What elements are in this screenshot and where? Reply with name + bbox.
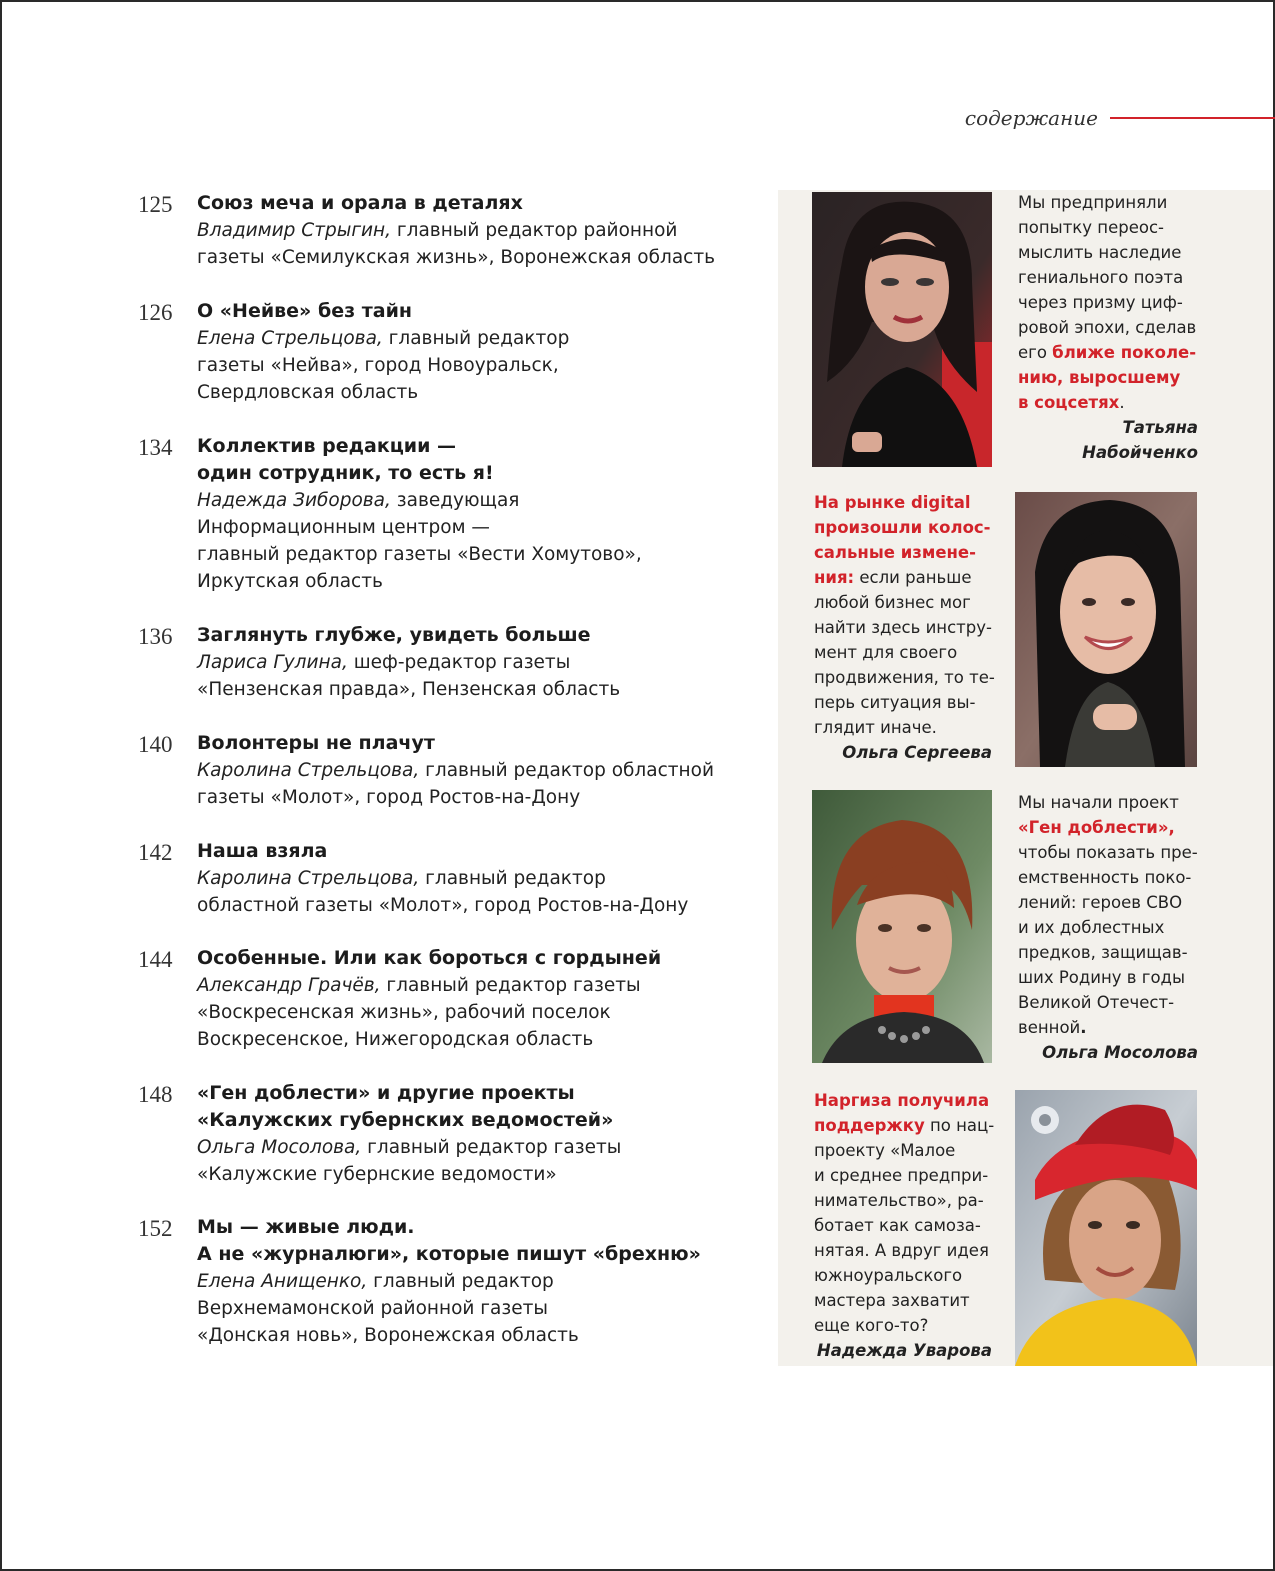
- toc-page-number: 152: [138, 1216, 173, 1241]
- quote-line: [1018, 815, 1198, 840]
- quote-line: [814, 490, 992, 515]
- quote-highlight: На рынке digital: [814, 493, 971, 512]
- quote-line: лений: героев СВО: [1018, 893, 1183, 912]
- toc-description: [197, 649, 757, 703]
- quote-line: еще кого-то?: [814, 1316, 929, 1335]
- quote-line: венной.: [1018, 1018, 1087, 1037]
- toc-title: Коллектив редакции — один сотрудник, то есть я!: [197, 435, 494, 484]
- quote-line: продвижения, то те-: [814, 668, 995, 687]
- toc-author-role: главный редактор районной газеты «Семилукская жизнь», Воронежская область: [197, 220, 716, 268]
- quote-line: Мы начали проект: [1018, 793, 1179, 812]
- portrait-photo-1: [812, 192, 992, 467]
- toc-author: Елена Стрельцова,: [197, 328, 383, 349]
- quote-highlight: поддержку: [814, 1116, 925, 1135]
- toc-author-role: шеф-редактор газеты «Пензенская правда», Пензенская область: [197, 652, 621, 700]
- toc-page-number: 140: [138, 732, 173, 757]
- toc-page-number: 136: [138, 624, 173, 649]
- toc-author-role: главный редактор областной газеты «Молот», город Ростов-на-Дону: [197, 868, 689, 916]
- toc-description: [197, 757, 757, 811]
- quote-author: Ольга Сергеева: [842, 743, 992, 762]
- quote-line: Мы предприняли: [1018, 193, 1168, 212]
- toc-author: Каролина Стрельцова,: [197, 868, 420, 889]
- quote-line: найти здесь инстру-: [814, 618, 992, 637]
- quote-line: предков, защищав-: [1018, 943, 1188, 962]
- toc-description: [197, 487, 757, 595]
- toc-author-role: главный редактор газеты «Воскресенская жизнь», рабочий поселок Воскресенское, Нижегородская область: [197, 975, 641, 1050]
- quote-line: нятая. А вдруг идея: [814, 1241, 989, 1260]
- toc-title: «Ген доблести» и другие проекты «Калужских губернских ведомостей»: [197, 1082, 614, 1131]
- quote-author: Ольга Мосолова: [1042, 1043, 1198, 1062]
- quote-line: проекту «Малое: [814, 1141, 956, 1160]
- quote-line: мыслить наследие: [1018, 243, 1182, 262]
- quote-line: Великой Отечест-: [1018, 993, 1175, 1012]
- quote-line: поддержку по нац-: [814, 1116, 995, 1135]
- toc-page-number: 142: [138, 840, 173, 865]
- toc-description: [197, 325, 757, 406]
- toc-description: [197, 972, 757, 1053]
- quote-line: мастера захватит: [814, 1291, 970, 1310]
- quote-line: через призму циф-: [1018, 293, 1183, 312]
- header-rule: [1110, 117, 1275, 119]
- toc-author-role: главный редактор газеты «Калужские губернские ведомости»: [197, 1137, 622, 1185]
- quote-line: любой бизнес мог: [814, 593, 971, 612]
- quote-line: перь ситуация вы-: [814, 693, 976, 712]
- quote-line: попытку переос-: [1018, 218, 1164, 237]
- quote-highlight: Наргиза получила: [814, 1091, 990, 1110]
- quote-line: его ближе поколе-: [1018, 343, 1197, 362]
- quote-highlight: произошли колос-: [814, 518, 991, 537]
- toc-description: [197, 217, 757, 271]
- toc-author-role: главный редактор газеты «Нейва», город Новоуральск, Свердловская область: [197, 328, 570, 403]
- toc-title: Волонтеры не плачут: [197, 732, 435, 754]
- quote-line: [814, 1088, 992, 1113]
- toc-title: Наша взяла: [197, 840, 328, 862]
- quote-highlight: «Ген доблести»,: [1018, 818, 1175, 837]
- quote-line: мент для своего: [814, 643, 958, 662]
- quote-line: ботает как самоза-: [814, 1216, 981, 1235]
- quote-highlight: сальные измене-: [814, 543, 976, 562]
- quote-author: Татьяна Набойченко: [1082, 418, 1198, 462]
- toc-author: Лариса Гулина,: [197, 652, 348, 673]
- toc-page-number: 125: [138, 192, 173, 217]
- quote-line: глядит иначе.: [814, 718, 937, 737]
- toc-author: Ольга Мосолова,: [197, 1137, 362, 1158]
- quote-highlight: в соцсетях: [1018, 393, 1120, 412]
- section-label: содержание: [964, 106, 1098, 130]
- toc-title: О «Нейве» без тайн: [197, 300, 413, 322]
- quote-2: [814, 490, 995, 765]
- quote-line: гениального поэта: [1018, 268, 1184, 287]
- quote-3: [1018, 790, 1198, 1065]
- toc-page-number: 126: [138, 300, 173, 325]
- quote-line: ния: если раньше: [814, 568, 972, 587]
- toc-author-role: главный редактор Верхнемамонской районной газеты «Донская новь», Воронежская область: [197, 1271, 579, 1346]
- portrait-photo-2: [1015, 492, 1197, 767]
- quote-line: южноуральского: [814, 1266, 963, 1285]
- portrait-photo-4: [1015, 1090, 1197, 1366]
- toc-author: Елена Анищенко,: [197, 1271, 368, 1292]
- toc-description: [197, 865, 757, 919]
- toc-description: [197, 1134, 757, 1188]
- toc-author-role: главный редактор областной газеты «Молот», город Ростов-на-Дону: [197, 760, 714, 808]
- toc-author-role: заведующая Информационным центром — главный редактор газеты «Вести Хомутово», Иркутская область: [197, 490, 642, 592]
- toc-title: Заглянуть глубже, увидеть больше: [197, 624, 591, 646]
- quote-line: ших Родину в годы: [1018, 968, 1185, 987]
- toc-author: Александр Грачёв,: [197, 975, 381, 996]
- quote-highlight: ближе поколе-: [1052, 343, 1197, 362]
- quote-line: нимательство», ра-: [814, 1191, 984, 1210]
- quote-highlight: нию, выросшему: [1018, 368, 1181, 387]
- toc-title: Мы — живые люди. А не «журналюги», которые пишут «брехню»: [197, 1216, 701, 1265]
- toc-title: Особенные. Или как бороться с гордыней: [197, 947, 662, 969]
- quote-4: [814, 1088, 995, 1363]
- toc-page-number: 134: [138, 435, 173, 460]
- toc-title: Союз меча и орала в деталях: [197, 192, 523, 214]
- quote-line: в соцсетях.: [1018, 393, 1125, 412]
- toc-author: Владимир Стрыгин,: [197, 220, 392, 241]
- toc-author: Надежда Зиборова,: [197, 490, 391, 511]
- quote-line: ровой эпохи, сделав: [1018, 318, 1197, 337]
- toc-page-number: 148: [138, 1082, 173, 1107]
- quote-highlight: ния:: [814, 568, 855, 587]
- portrait-photo-3: [812, 790, 992, 1063]
- quote-line: чтобы показать пре-: [1018, 843, 1198, 862]
- quote-author: Надежда Уварова: [816, 1341, 992, 1360]
- quote-line: емственность поко-: [1018, 868, 1192, 887]
- quote-line: и среднее предпри-: [814, 1166, 989, 1185]
- toc-description: [197, 1268, 757, 1349]
- toc-author: Каролина Стрельцова,: [197, 760, 420, 781]
- quote-line: [814, 515, 992, 540]
- quote-line: [1018, 365, 1198, 390]
- quote-1: [1018, 190, 1198, 465]
- toc-page-number: 144: [138, 947, 173, 972]
- quote-line: [814, 540, 992, 565]
- quote-line: и их доблестных: [1018, 918, 1165, 937]
